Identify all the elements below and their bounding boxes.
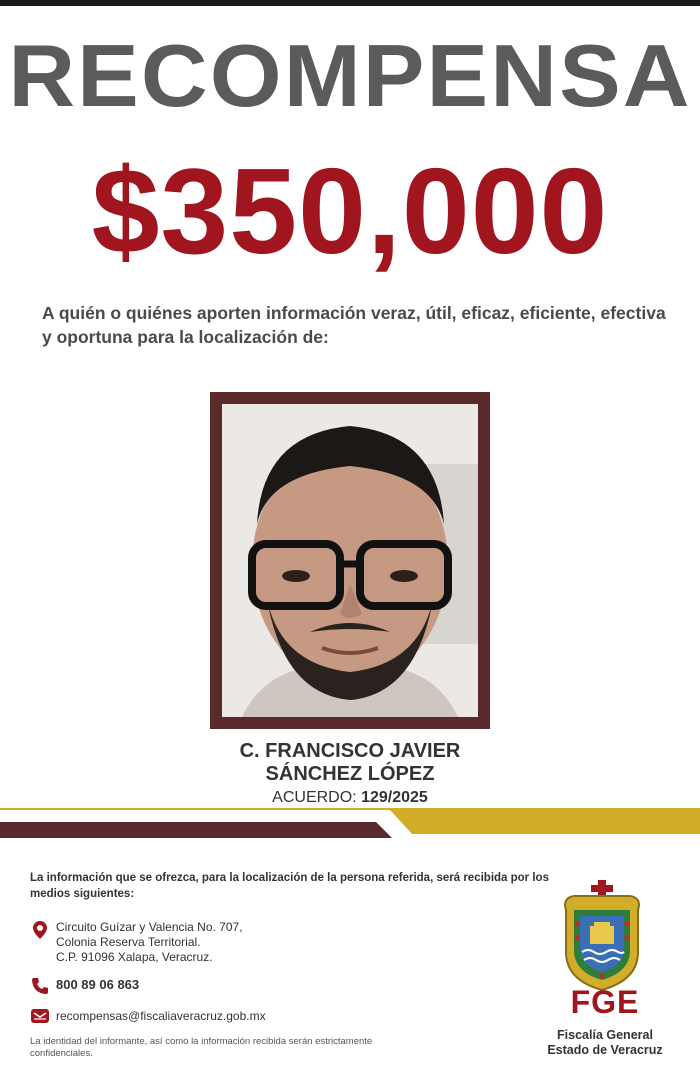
reward-amount: $350,000: [91, 143, 609, 279]
email-icon: [30, 1006, 50, 1026]
suspect-photo: [222, 404, 478, 717]
confidentiality-note: La identidad del informante, así como la información recibida serán estrictamente confidenciales.: [30, 1036, 373, 1059]
suspect-portrait-image: [222, 404, 478, 717]
agency-name-line2: Estado de Veracruz: [547, 1043, 663, 1057]
location-pin-icon: [30, 920, 50, 940]
email-row: [30, 1006, 266, 1026]
agency-name-line1: Fiscalía General: [557, 1028, 653, 1042]
suspect-name-line1: C. FRANCISCO JAVIER: [239, 740, 461, 762]
top-border: [0, 0, 700, 6]
agreement-number: 129/2025: [361, 789, 428, 806]
phone-icon: [30, 976, 50, 996]
address-line2: Colonia Reserva Territorial.: [56, 935, 201, 949]
contact-info-text: La información que se ofrezca, para la localización de la persona referida, será recibida por los medios siguientes:: [30, 872, 549, 900]
photo-frame: [210, 392, 490, 729]
suspect-name-line2: SÁNCHEZ LÓPEZ: [265, 763, 435, 785]
address-row: [30, 920, 243, 965]
email-address[interactable]: recompensas@fiscaliaveracruz.gob.mx: [56, 1009, 266, 1023]
poster-title: RECOMPENSA: [8, 26, 692, 125]
phone-number[interactable]: 800 89 06 863: [56, 977, 140, 992]
agency-name: [520, 1028, 690, 1058]
decorative-ribbon: [0, 800, 700, 850]
address-line1: Circuito Guízar y Valencia No. 707,: [56, 920, 243, 934]
phone-row: [30, 976, 139, 996]
intro-text: A quién o quiénes aporten información veraz, útil, eficaz, eficiente, efectiva y oportuna para la localización de:: [42, 303, 666, 347]
address: [56, 920, 243, 965]
agreement-label: ACUERDO:: [272, 789, 357, 806]
veracruz-coat-of-arms-icon: [560, 880, 644, 992]
address-line3: C.P. 91096 Xalapa, Veracruz.: [56, 950, 213, 964]
agency-acronym: FGE: [570, 984, 640, 1020]
suspect-name: [150, 740, 550, 786]
